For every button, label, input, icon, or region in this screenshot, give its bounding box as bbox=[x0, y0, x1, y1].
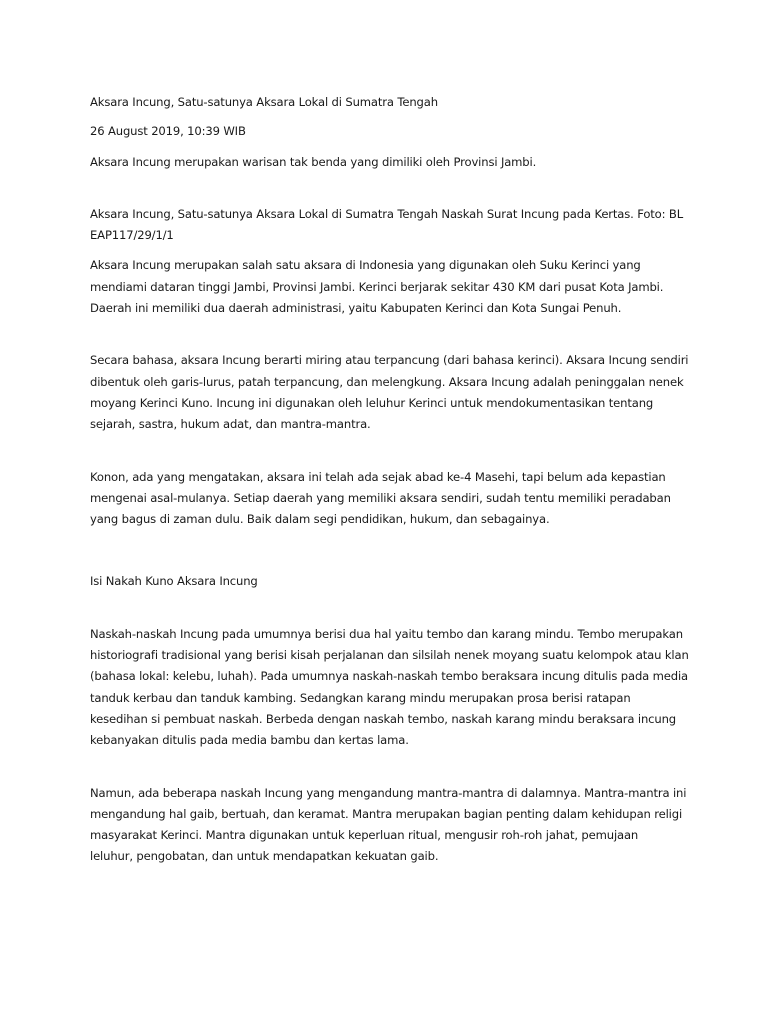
text-line: mengenai asal-mulanya. Setiap daerah yang memiliki aksara sendiri, sudah tentu memiliki peradaban bbox=[90, 490, 671, 505]
text-line: sejarah, sastra, hukum adat, dan mantra-mantra. bbox=[90, 417, 371, 432]
caption-line: EAP117/29/1/1 bbox=[90, 228, 174, 243]
text-line: dibentuk oleh garis-lurus, patah terpancung, dan melengkung. Aksara Incung adalah peninggalan nenek bbox=[90, 374, 684, 389]
text-line: mengandung hal gaib, bertuah, dan keramat. Mantra merupakan bagian penting dalam kehidupan religi bbox=[90, 806, 683, 821]
text-line: (bahasa lokal: kelebu, luhah). Pada umumnya naskah-naskah tembo beraksara incung ditulis pada media bbox=[90, 669, 689, 684]
document-title: Aksara Incung, Satu-satunya Aksara Lokal di Sumatra Tengah bbox=[90, 95, 438, 109]
paragraph-language bbox=[90, 350, 690, 435]
text-line: kebanyakan ditulis pada media bambu dan kertas lama. bbox=[90, 733, 409, 748]
caption-line: Aksara Incung, Satu-satunya Aksara Lokal di Sumatra Tengah Naskah Surat Incung pada Kertas. Foto: BL bbox=[90, 206, 684, 221]
text-line: yang bagus di zaman dulu. Baik dalam segi pendidikan, hukum, dan sebagainya. bbox=[90, 512, 550, 527]
paragraph-mantra bbox=[90, 783, 690, 868]
text-line: tanduk kerbau dan tanduk kambing. Sedangkan karang mindu merupakan prosa berisi ratapan bbox=[90, 690, 631, 705]
paragraph-contents bbox=[90, 624, 690, 752]
text-line: historiografi tradisional yang berisi kisah perjalanan dan silsilah nenek moyang suatu kelompok atau klan bbox=[90, 648, 689, 663]
text-line: leluhur, pengobatan, dan untuk mendapatkan kekuatan gaib. bbox=[90, 849, 439, 864]
text-line: moyang Kerinci Kuno. Incung ini digunakan oleh leluhur Kerinci untuk mendokumentasikan tentang bbox=[90, 395, 654, 410]
intro-paragraph: Aksara Incung merupakan warisan tak benda yang dimiliki oleh Provinsi Jambi. bbox=[90, 154, 537, 169]
document-date: 26 August 2019, 10:39 WIB bbox=[90, 124, 246, 139]
text-line: Daerah ini memiliki dua daerah administrasi, yaitu Kabupaten Kerinci dan Kota Sungai Penuh. bbox=[90, 301, 622, 316]
section-subheading: Isi Nakah Kuno Aksara Incung bbox=[90, 574, 258, 589]
text-line: Aksara Incung merupakan salah satu aksara di Indonesia yang digunakan oleh Suku Kerinci yang bbox=[90, 258, 641, 273]
text-line: kesedihan si pembuat naskah. Berbeda dengan naskah tembo, naskah karang mindu beraksara incung bbox=[90, 711, 676, 726]
text-line: Naskah-naskah Incung pada umumnya berisi dua hal yaitu tembo dan karang mindu. Tembo merupakan bbox=[90, 626, 683, 641]
text-line: Secara bahasa, aksara Incung berarti miring atau terpancung (dari bahasa kerinci). Aksara Incung sendiri bbox=[90, 353, 689, 368]
text-line: Namun, ada beberapa naskah Incung yang mengandung mantra-mantra di dalamnya. Mantra-mantra ini bbox=[90, 785, 687, 800]
paragraph-origin bbox=[90, 467, 690, 531]
text-line: Konon, ada yang mengatakan, aksara ini telah ada sejak abad ke-4 Masehi, tapi belum ada kepastian bbox=[90, 469, 666, 484]
text-line: masyarakat Kerinci. Mantra digunakan untuk keperluan ritual, mengusir roh-roh jahat, pemujaan bbox=[90, 828, 639, 843]
document-body bbox=[90, 92, 690, 868]
text-line: mendiami dataran tinggi Jambi, Provinsi Jambi. Kerinci berjarak sekitar 430 KM dari pusat Kota Jambi. bbox=[90, 279, 664, 294]
photo-caption bbox=[90, 204, 690, 247]
paragraph-location bbox=[90, 255, 690, 319]
